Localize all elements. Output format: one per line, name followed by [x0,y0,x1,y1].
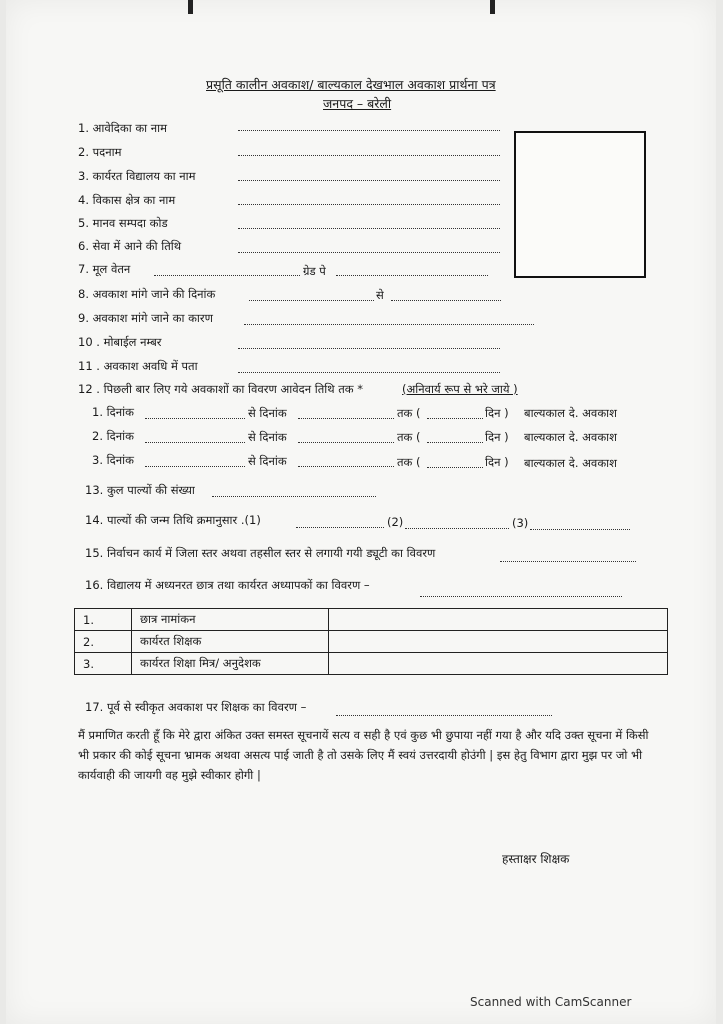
field-label-leave-dates: 8. अवकाश मांगे जाने की दिनांक [78,287,216,301]
leave-row-to: तक ( [397,430,421,444]
field-line [298,442,394,443]
field-label-children-count: 13. कुल पाल्यों की संख्या [85,483,195,497]
field-line [244,324,534,325]
table-row [75,631,668,653]
field-line [154,275,300,276]
leave-row-type: बाल्यकाल दे. अवकाश [524,456,617,470]
scanner-watermark: Scanned with CamScanner [470,995,632,1009]
leave-row-type: बाल्यकाल दे. अवकाश [524,430,617,444]
field-line [500,561,636,562]
field-line [238,372,500,373]
field-line [238,155,500,156]
field-label-joining-date: 6. सेवा में आने की तिथि [78,239,182,253]
table-cell [329,631,668,653]
page-edge-mark [490,0,495,14]
field-label-leave-reason: 9. अवकाश मांगे जाने का कारण [78,311,213,325]
leave-row-label: 1. दिनांक [92,405,134,419]
form-page [6,0,716,1024]
declaration-paragraph: मैं प्रमाणित करती हूँ कि मेरे द्वारा अंकित उक्त समस्त सूचनायें सत्य व सही है एवं कुछ भी छुपाया नहीं गया है और यदि उक्त सूचना में किसी भी प्रकार की कोई सूचना भ्रामक अथवा असत्य पाई जाती है तो उसके लिए मैं स्वयं उत्तरदायी होउंगी | इस हेतु विभाग द्वारा मुझ पर जो भी कार्यवाही की जायगी वह मुझे स्वीकार होगी | [78,728,649,782]
field-line [336,715,552,716]
leave-row-from: से दिनांक [248,454,287,468]
table-cell: 2. [75,631,132,653]
field-line [145,466,245,467]
form-title: प्रसूति कालीन अवकाश/ बाल्यकाल देखभाल अवकाश प्रार्थना पत्र [206,77,496,92]
page-edge-mark [188,0,193,14]
leave-row-days: दिन ) [485,455,509,469]
field-line [249,300,374,301]
leave-row-days: दिन ) [485,430,509,444]
field-line [238,348,500,349]
table-cell: 3. [75,653,132,675]
field-label-address: 11 . अवकाश अवधि में पता [78,359,198,373]
field-line [298,466,394,467]
previous-leave-heading: 12 . पिछली बार लिए गये अवकाशों का विवरण आवेदन तिथि तक * [78,382,364,396]
leave-row-to: तक ( [397,455,421,469]
field-line [238,228,500,229]
field-line [405,528,509,529]
table-cell [329,653,668,675]
field-line [145,442,245,443]
field-line [212,496,376,497]
leave-row-type: बाल्यकाल दे. अवकाश [524,406,617,420]
child-3-label: (3) [512,516,529,530]
table-cell: छात्र नामांकन [132,609,329,631]
table-row [75,653,668,675]
field-line [336,275,488,276]
field-label-election-duty: 15. निर्वाचन कार्य में जिला स्तर अथवा तहसील स्तर से लगायी गयी ड्यूटी का विवरण [85,546,436,560]
field-label-block-name: 4. विकास क्षेत्र का नाम [78,193,176,207]
district-subtitle: जनपद – बरेली [323,96,392,111]
field-line [530,529,630,530]
field-label-children-dob: 14. पाल्यों की जन्म तिथि क्रमानुसार .(1) [85,513,261,527]
table-cell: 1. [75,609,132,631]
mandatory-note: (अनिवार्य रूप से भरे जाये ) [402,382,518,396]
signature-label: हस्ताक्षर शिक्षक [502,852,570,866]
field-label-school-name: 3. कार्यरत विद्यालय का नाम [78,169,196,183]
field-label-sanctioned-leave: 17. पूर्व से स्वीकृत अवकाश पर शिक्षक का विवरण – [85,700,307,714]
field-line [145,418,245,419]
field-label-school-details: 16. विद्यालय में अध्यनरत छात्र तथा कार्यरत अध्यापकों का विवरण – [85,578,370,592]
field-line [420,596,622,597]
field-line [427,442,483,443]
photo-box [514,131,646,278]
field-line [427,418,483,419]
leave-row-label: 2. दिनांक [92,429,134,443]
field-line [296,527,384,528]
field-line [427,467,483,468]
field-line [298,418,394,419]
leave-row-to: तक ( [397,406,421,420]
field-line [238,180,500,181]
field-line [238,130,500,131]
field-line [238,252,500,253]
table-row [75,609,668,631]
leave-row-label: 3. दिनांक [92,453,134,467]
from-to-label: से [376,288,384,302]
field-label-basic-pay: 7. मूल वेतन [78,262,131,276]
table-cell [329,609,668,631]
table-cell: कार्यरत शिक्षक [132,631,329,653]
table-cell: कार्यरत शिक्षा मित्र/ अनुदेशक [132,653,329,675]
field-label-hr-code: 5. मानव सम्पदा कोड [78,216,168,230]
leave-row-from: से दिनांक [248,406,287,420]
field-line [391,300,501,301]
field-label-applicant-name: 1. आवेदिका का नाम [78,121,168,135]
school-staff-table [74,608,668,675]
leave-row-days: दिन ) [485,406,509,420]
field-line [238,204,500,205]
child-2-label: (2) [387,515,404,529]
field-label-designation: 2. पदनाम [78,145,122,159]
field-label-mobile: 10 . मोबाईल नम्बर [78,335,162,349]
leave-row-from: से दिनांक [248,430,287,444]
grade-pay-label: ग्रेड पे [303,264,326,278]
